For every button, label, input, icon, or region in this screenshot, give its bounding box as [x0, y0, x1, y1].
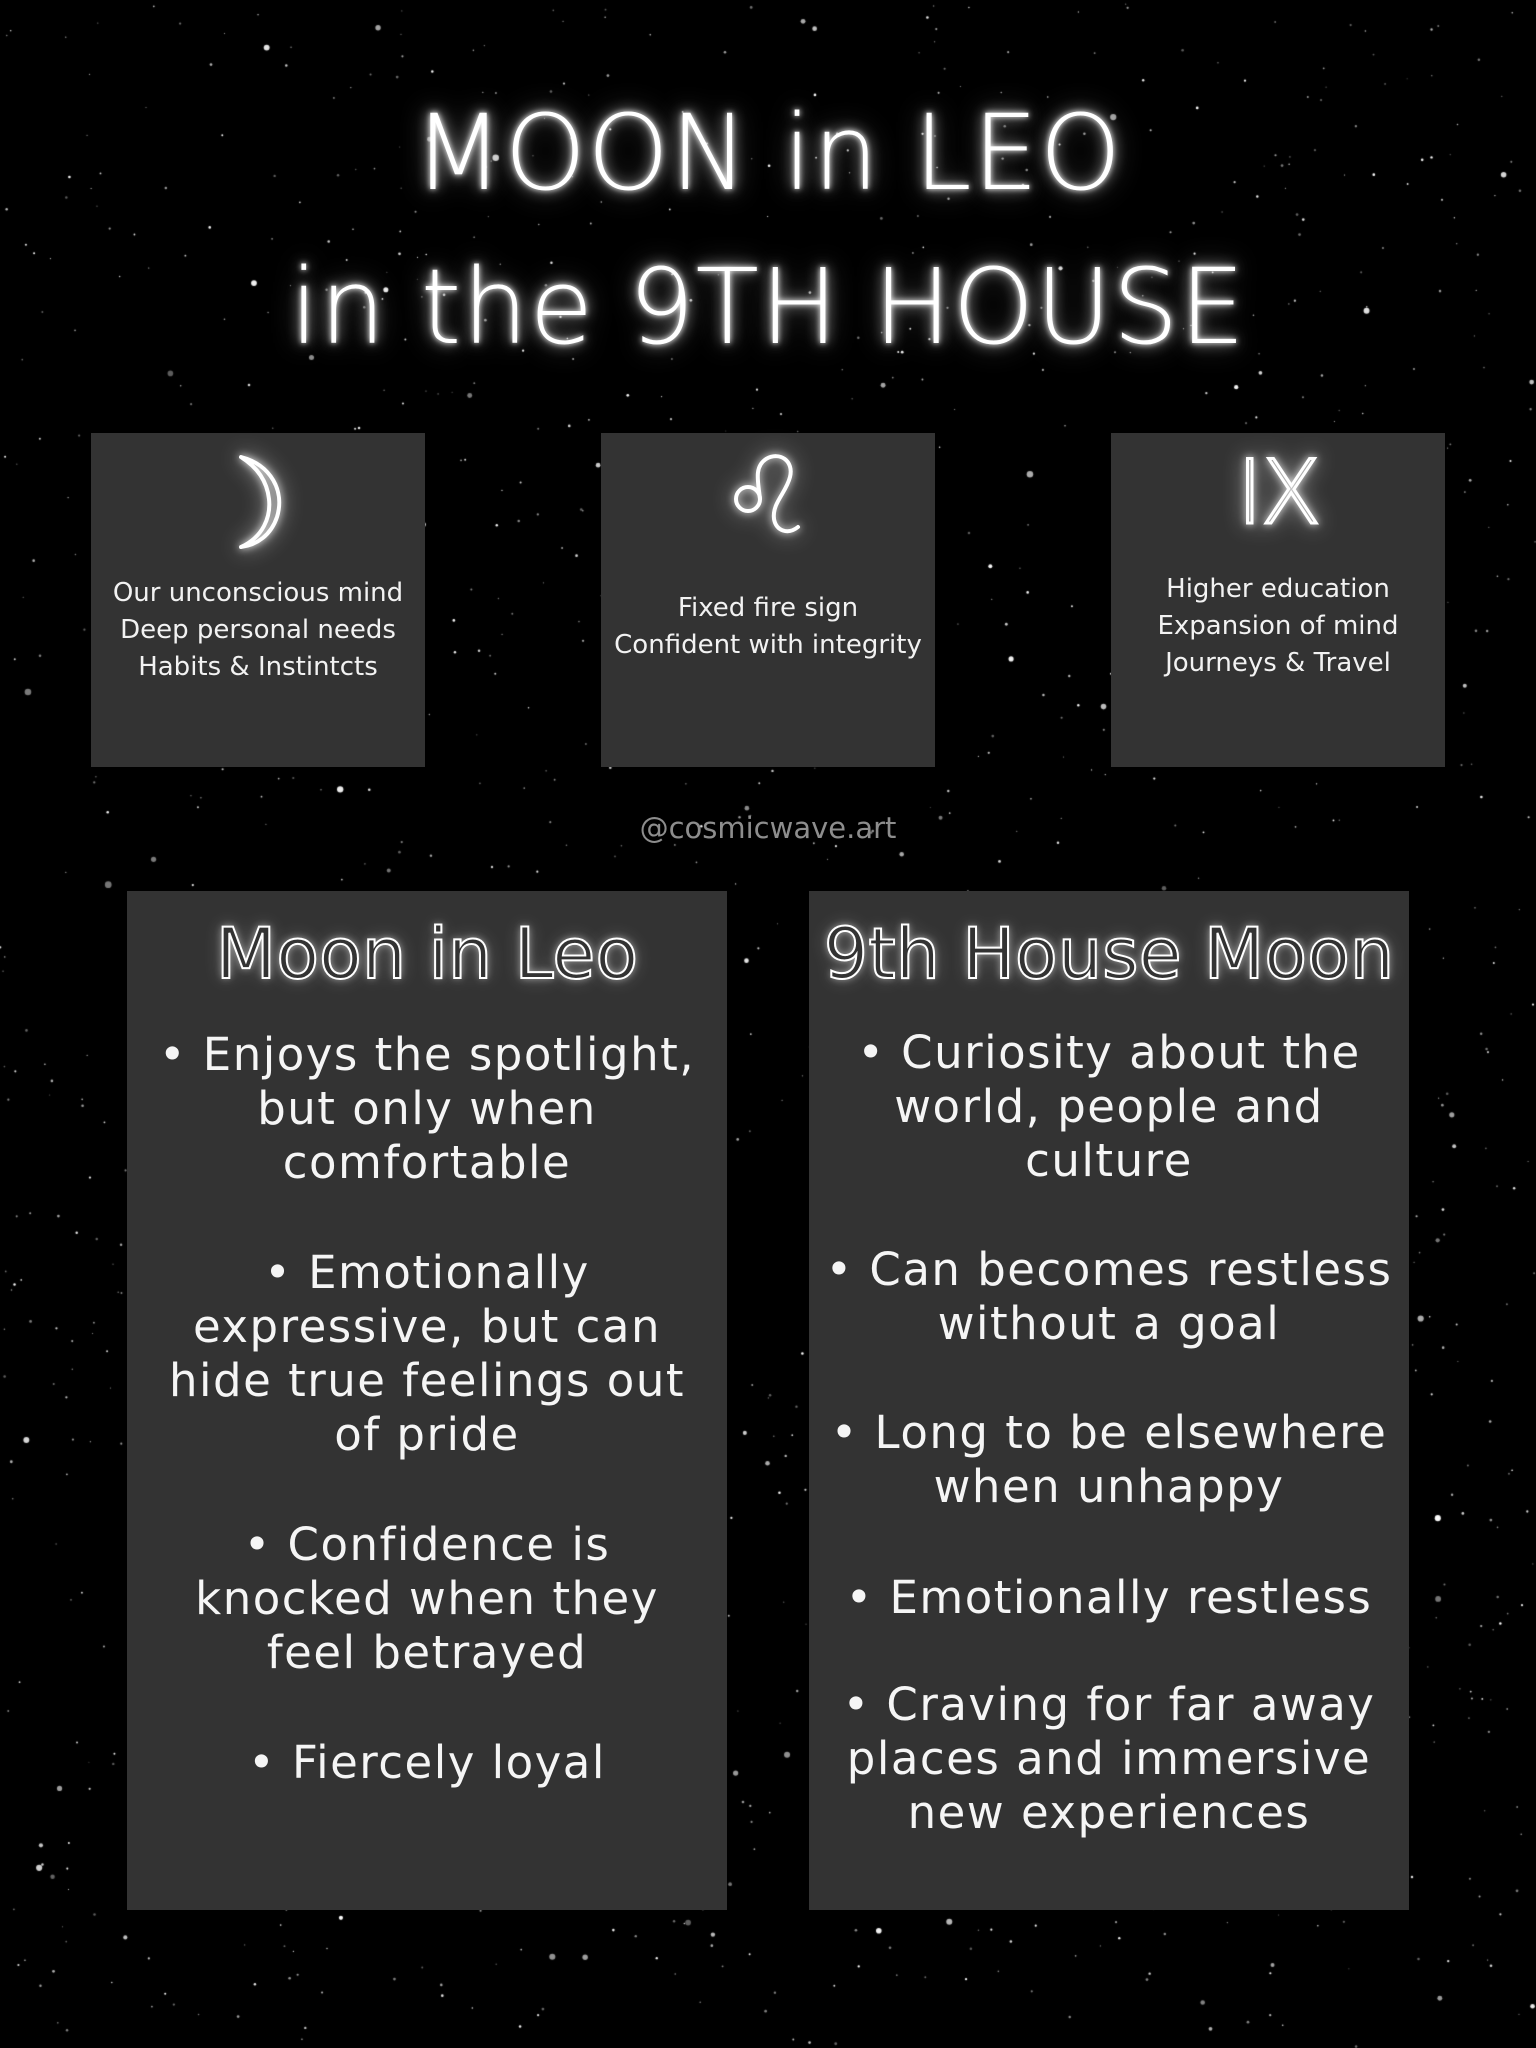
- bullet-line: without a goal: [937, 1297, 1281, 1350]
- bullet-item: [117, 1028, 737, 1190]
- bullet-line: of pride: [334, 1408, 520, 1461]
- bullet-line: places and immersive: [846, 1732, 1372, 1785]
- bullet-line: • Emotionally restless: [845, 1571, 1373, 1624]
- bullet-line: • Fiercely loyal: [248, 1736, 606, 1789]
- card-line: Deep personal needs: [120, 615, 396, 645]
- page-title-line-2: in the 9TH HOUSE: [289, 246, 1247, 368]
- card-line: Fixed fire sign: [677, 593, 859, 623]
- card-ninth-house-text: [1111, 571, 1445, 682]
- bullet-line: • Curiosity about the: [857, 1026, 1361, 1079]
- card-leo: [601, 433, 935, 767]
- card-leo-text: [601, 590, 935, 664]
- author-handle: @cosmicwave.art: [639, 811, 897, 845]
- card-line: Journeys & Travel: [1165, 648, 1391, 678]
- roman-numeral-nine-icon: IX: [1236, 441, 1320, 544]
- card-line: Habits & Instintcts: [138, 652, 378, 682]
- card-ninth-house: [1111, 433, 1445, 767]
- bullet-item: [799, 1243, 1419, 1351]
- bullet-line: • Long to be elsewhere: [830, 1406, 1388, 1459]
- panel-moon-in-leo: [127, 891, 727, 1910]
- bullet-line: knocked when they: [195, 1572, 659, 1625]
- card-line: Confident with integrity: [614, 630, 922, 660]
- bullet-line: • Confidence is: [243, 1518, 611, 1571]
- bullet-line: world, people and: [894, 1080, 1324, 1133]
- bullet-item: [799, 1571, 1419, 1625]
- bullet-line: • Emotionally: [264, 1246, 590, 1299]
- panel-heading: Moon in Leo: [215, 913, 639, 995]
- bullet-line: but only when: [257, 1082, 597, 1135]
- bullet-line: feel betrayed: [266, 1626, 588, 1679]
- card-line: Expansion of mind: [1157, 611, 1399, 641]
- leo-glyph-icon: [601, 451, 935, 545]
- bullet-item: [799, 1406, 1419, 1514]
- card-line: Our unconscious mind: [112, 578, 404, 608]
- bullet-line: • Enjoys the spotlight,: [158, 1028, 696, 1081]
- bullet-line: • Craving for far away: [842, 1678, 1376, 1731]
- bullet-line: hide true feelings out: [169, 1354, 685, 1407]
- panel-ninth-house-moon: [809, 891, 1409, 1910]
- bullet-item: [799, 1026, 1419, 1188]
- bullet-line: comfortable: [282, 1136, 572, 1189]
- card-line: Higher education: [1166, 574, 1390, 604]
- bullet-item: [117, 1246, 737, 1462]
- bullet-line: expressive, but can: [193, 1300, 661, 1353]
- panel-heading: 9th House Moon: [823, 913, 1395, 995]
- bullet-item: [799, 1678, 1419, 1840]
- card-moon: [91, 433, 425, 767]
- bullet-item: [117, 1736, 737, 1790]
- card-moon-text: [91, 575, 425, 686]
- bullet-line: culture: [1025, 1134, 1193, 1187]
- bullet-line: when unhappy: [933, 1460, 1285, 1513]
- page-title-line-1: MOON in LEO: [413, 92, 1123, 214]
- bullet-line: new experiences: [907, 1786, 1311, 1839]
- bullet-line: • Can becomes restless: [825, 1243, 1393, 1296]
- crescent-moon-icon: [91, 451, 425, 555]
- bullet-item: [117, 1518, 737, 1680]
